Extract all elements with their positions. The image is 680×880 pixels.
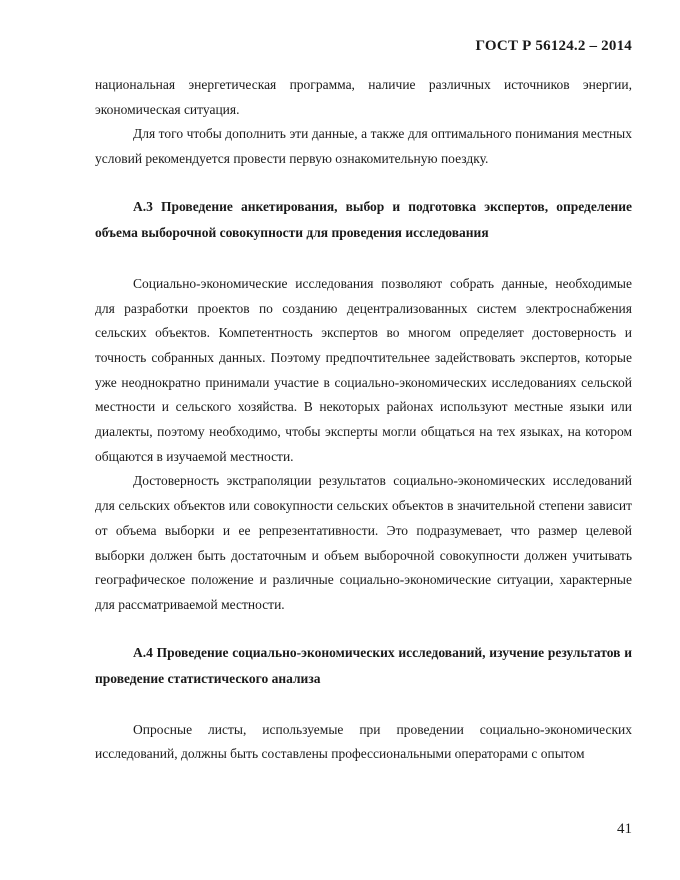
section-a4-title: А.4 Проведение социально-экономических исследований, изучение результатов и проведение статистического анализа [95, 644, 632, 686]
document-body [95, 73, 632, 767]
paragraph-experts: Социально-экономические исследования позволяют собрать данные, необходимые для разработки проектов по созданию децентрализованных систем электроснабжения сельских объектов. Компетентность экспертов во многом определяет достоверность и точность собранных данных. Поэтому предпочтительнее задействовать экспертов, которые уже неоднократно принимали участие в социально-экономических исследованиях сельской местности и сельского хозяйства. В некоторых районах используют местные языки или диалекты, поэтому необходимо, чтобы эксперты могли общаться на тех языках, на котором общаются в изучаемой местности. [95, 275, 632, 464]
paragraph-first-trip: Для того чтобы дополнить эти данные, а также для оптимального понимания местных условий рекомендуется провести первую ознакомительную поездку. [95, 126, 632, 167]
document-standard-header: ГОСТ Р 56124.2 – 2014 [475, 38, 632, 54]
paragraph-questionnaires: Опросные листы, используемые при проведении социально-экономических исследований, должны быть составлены профессиональными операторами с опытом [95, 721, 632, 762]
page-number: 41 [617, 821, 632, 837]
paragraph-sample-reliability: Достоверность экстраполяции результатов социально-экономических исследований для сельских объектов или совокупности сельских объектов в значительной степени зависит от объема выборки и ее репрезентативности. Это подразумевает, что размер целевой выборки должен быть достаточным и объем выборочной совокупности должен учитывать географическое положение и различные социально-экономические ситуации, характерные для рассматриваемой местности. [95, 473, 632, 612]
paragraph-energy-program: национальная энергетическая программа, наличие различных источников энергии, экономическая ситуация. [95, 77, 632, 117]
section-a3-title: А.3 Проведение анкетирования, выбор и подготовка экспертов, определение объема выборочной совокупности для проведения исследования [95, 198, 632, 240]
